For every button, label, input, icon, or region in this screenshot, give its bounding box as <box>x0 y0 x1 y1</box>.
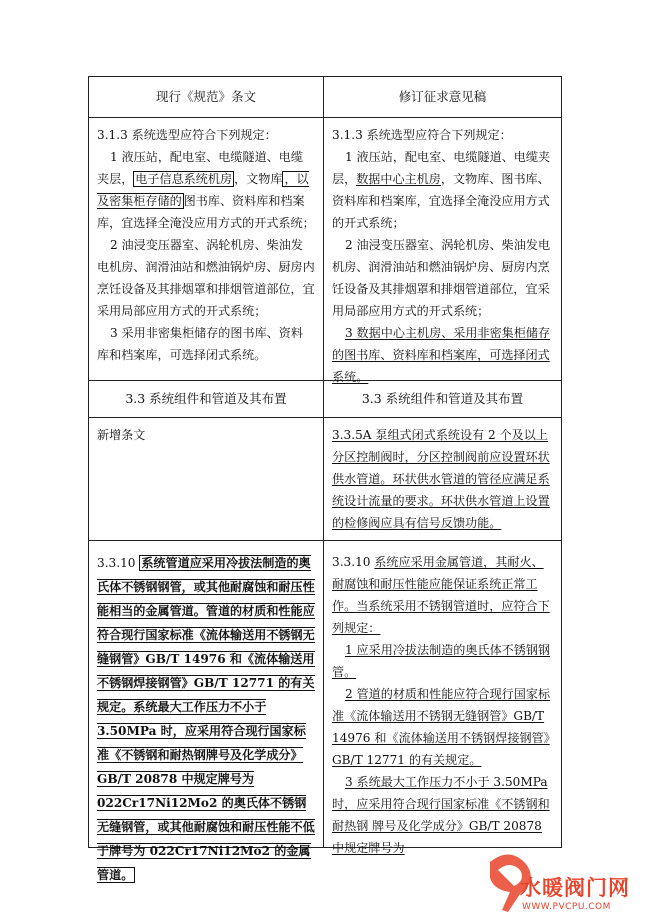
underlined-term: 数据中心主机房 <box>356 172 441 186</box>
clause-3-3-10-item-3: 3 系统最大工作压力不小于 3.50MPa 时，应采用符合现行国家标准《不锈钢和耐热钢 牌号及化学成分》GB/T 20878 中规定牌号为 <box>332 775 550 855</box>
clause-item-1: 1 液压站，配电室、电缆隧道、电缆夹层， 电子信息系统机房 ，文物库 ，以及密集柜存储的 图书库、资料库和档案库，宜选择全淹没应用方式的开式系统； <box>97 150 315 230</box>
watermark-url: WWW.PVCPU.COM <box>522 902 611 912</box>
clause-3-3-10-current <box>89 541 324 882</box>
watermark-brand: 水暖阀门网 <box>520 876 630 900</box>
boxed-term: 电子信息系统机房 <box>135 172 233 186</box>
clause-3-3-5a-revision <box>324 418 562 541</box>
clause-3-1-3-revision <box>324 118 562 384</box>
clause-3-3-10-item-1: 1 应采用冷拔法制造的奥氏体不锈钢钢管。 <box>332 643 551 679</box>
clause-3-3-10-revision <box>324 541 562 855</box>
clause-title: 3.1.3 系统选型应符合下列规定： <box>332 128 512 142</box>
section-title-current: 3.3 系统组件和管道及其布置 <box>89 381 324 418</box>
header-revision: 修订征求意见稿 <box>324 77 562 118</box>
clause-item-2: 2 油浸变压器室、涡轮机房、柴油发电机房、润滑油站和燃油锅炉房、厨房内烹饪设备及其排烟罩和排烟管道部位，宜采用局部应用方式的开式系统； <box>97 238 315 318</box>
clause-3-3-10-text: 3.3.10 系统管道应采用冷拔法制造的奥氏体不锈钢钢管，或其他耐腐蚀和耐压性能相当的金属管道。管道的材质和性能应符合现行国家标准《流体输送用不锈钢无缝钢管》GB/T 14976 和《流体输送用不锈钢焊接钢管》GB/T 12771 的有关规定。系统最大工作压力不小于 3.50MPa 时，应采用符合现行国家标准《不锈钢和耐热钢牌号及化学成分》GB/T 20878 中规定牌号为 022Cr17Ni12Mo2 的奥氏体不锈钢无缝钢管，或其他耐腐蚀和耐压性能不低于牌号为 022Cr17Ni12Mo2 的金属管道。 <box>97 556 315 882</box>
clause-new-current <box>89 418 324 541</box>
clause-3-3-10-item-2: 2 管道的材质和性能应符合现行国家标准《流体输送用不锈钢无缝钢管》GB/T 14976 和《流体输送用不锈钢焊接钢管》GB/T 12771 的有关规定。 <box>332 687 551 767</box>
clause-title: 3.1.3 系统选型应符合下列规定： <box>97 128 277 142</box>
clause-item-2: 2 油浸变压器室、涡轮机房、柴油发电机房、润滑油站和燃油锅炉房、厨房内烹饪设备及其排烟罩和排烟管道部位，宜采用局部应用方式的开式系统； <box>332 238 551 318</box>
section-title-revision: 3.3 系统组件和管道及其布置 <box>324 381 562 418</box>
header-current: 现行《规范》条文 <box>89 77 324 118</box>
new-clause-note: 新增条文 <box>97 428 146 442</box>
boxed-term: ，以及密集柜存储的 <box>97 172 309 208</box>
clause-3-1-3-current <box>89 118 324 381</box>
clause-item-3: 3 采用非密集柜储存的图书库、资料库和档案库，可选择闭式系统。 <box>97 326 303 362</box>
boxed-deleted-text: 系统管道应采用冷拔法制造的奥氏体不锈钢钢管，或其他耐腐蚀和耐压性能相当的金属管道。管道的材质和性能应符合现行国家标准《流体输送用不锈钢无缝钢管》GB/T 14976 和《流体输送用不锈钢焊接钢管》GB/T 12771 的有关规定。系统最大工作压力不小于 3.50MPa 时，应采用符合现行国家标准《不锈钢和耐热钢牌号及化学成分》GB/T 20878 中规定牌号为 022Cr17Ni12Mo2 的奥氏体不锈钢无缝钢管，或其他耐腐蚀和耐压性能不低于牌号为 022Cr17Ni12Mo2 的金属管道。 <box>97 556 315 882</box>
clause-item-1: 1 液压站，配电室、电缆隧道、电缆夹层，数据中心主机房，文物库、图书库、资料库和档案库，宜选择全淹没应用方式的开式系统； <box>332 150 551 230</box>
clause-item-3: 3 数据中心主机房、采用非密集柜储存的图书库、资料库和档案库，可选择闭式系统。 <box>332 326 551 384</box>
clause-3-3-5a: 3.3.5A 泵组式闭式系统设有 2 个及以上分区控制阀时，分区控制阀前应设置环状供水管道。环状供水管道的管径应满足系统设计流量的要求。环状供水管道上设置的检修阀应具有信号反馈功能。 <box>332 428 550 530</box>
comparison-table <box>88 76 562 882</box>
clause-3-3-10-intro: 3.3.10 系统应采用金属管道，其耐火、耐腐蚀和耐压性能应能保证系统正常工作。当系统采用不锈钢管道时，应符合下列规定： <box>332 555 550 635</box>
